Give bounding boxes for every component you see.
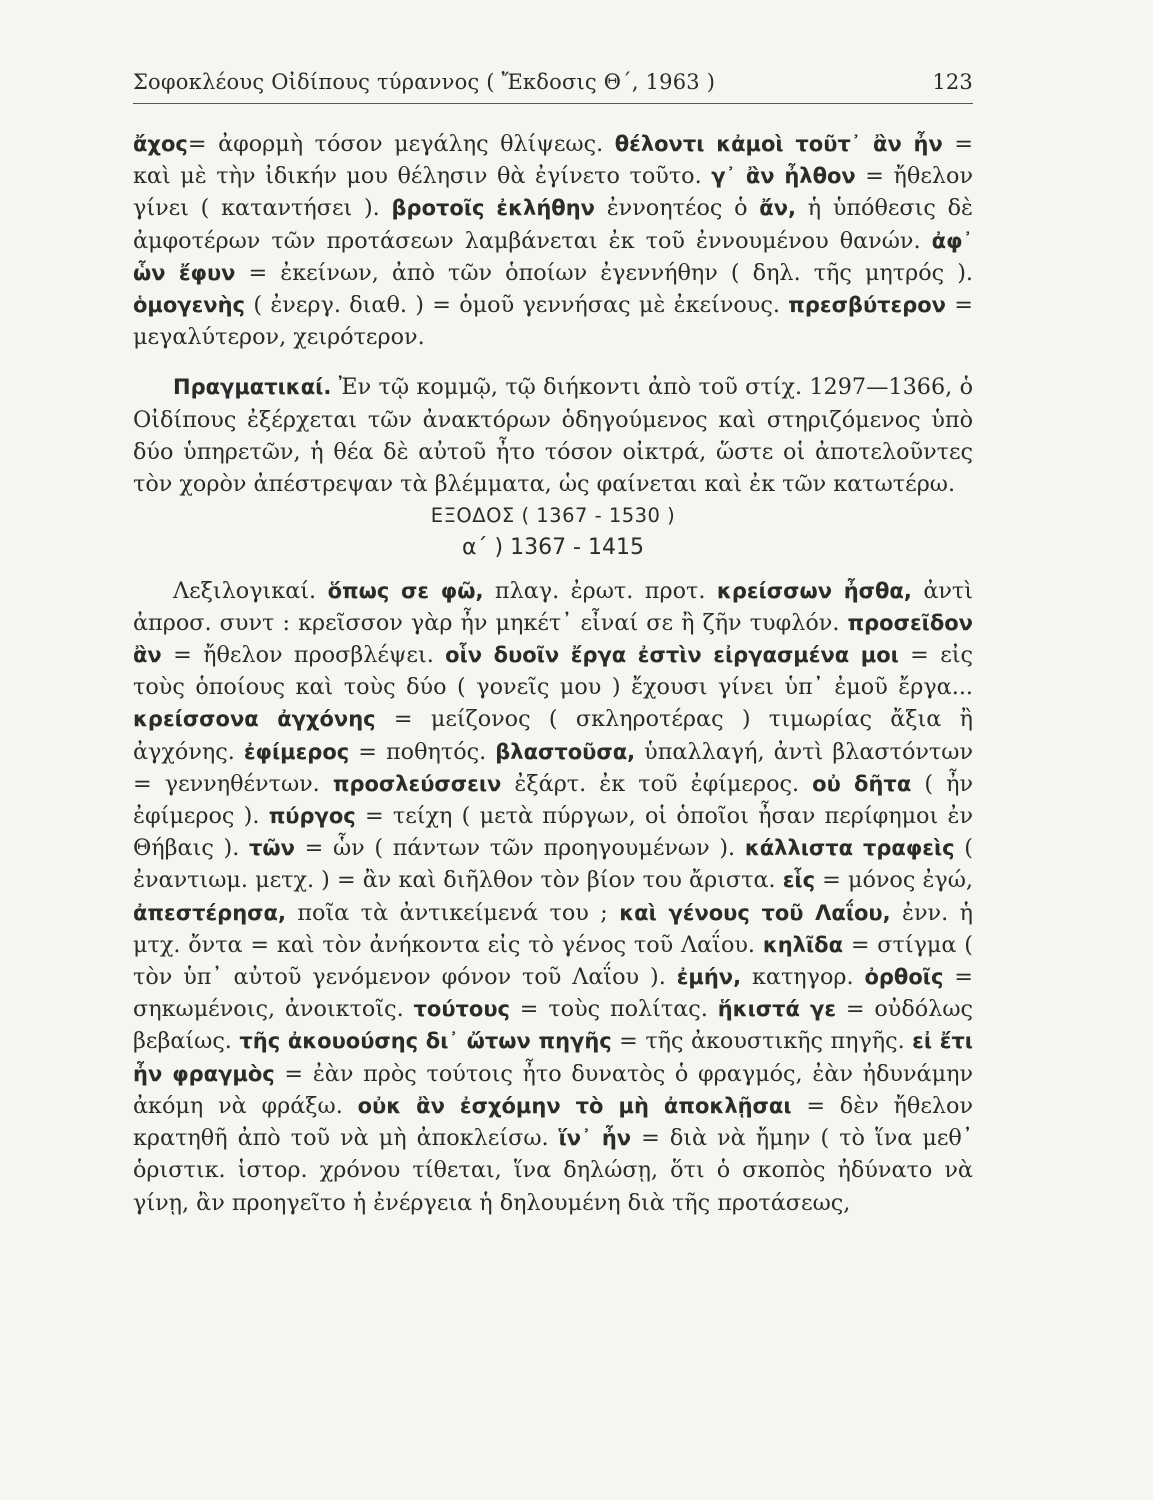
term: ἐμήν,: [676, 965, 742, 990]
term: βροτοῖς ἐκλήθην: [391, 196, 595, 221]
term: πρεσβύτερον: [788, 293, 946, 318]
term: ἵν᾽ ἦν: [558, 1126, 632, 1151]
term: γ᾽ ἂν ἦλθον: [711, 164, 856, 189]
vocab-paragraph-1: [133, 128, 973, 353]
term: προσεῖδον ἂν: [133, 610, 973, 668]
gloss: = μείζονος ( σκληροτέρας ) τιμωρίας ἄξια ἢ ἀγχόνης.: [133, 706, 973, 765]
term: οὐκ ἂν ἐσχόμην τὸ μὴ ἀποκλῇσαι: [357, 1093, 792, 1118]
gloss: ἐνν. ἡ μτχ. ὄντα = καὶ τὸν ἀνήκοντα εἰς τὸ γένος τοῦ Λαΐου.: [133, 899, 973, 958]
page-number: 123: [932, 70, 973, 94]
gloss: ἀντὶ ἀπροσ. συντ : κρεῖσσον γὰρ ἦν μηκέτ᾽ εἶναί σε ἢ ζῆν τυφλόν.: [133, 577, 974, 636]
term: κρείσσων ἦσθα,: [716, 578, 912, 603]
term: πύργος: [268, 804, 356, 829]
term: ἀφ᾽ ὧν ἔφυν: [133, 228, 973, 285]
gloss: = ἤθελον προσβλέψει.: [161, 642, 446, 669]
term: τούτους: [413, 997, 510, 1022]
section-label: Λεξιλογικαί.: [173, 577, 328, 604]
term: ὁμογενὴς: [133, 293, 246, 318]
gloss: = εἰς τοὺς ὁποίους καὶ τοὺς δύο ( γονεῖς μου ) ἔχουσι γίνει ὑπ᾽ ἐμοῦ ἔργα...: [133, 642, 974, 701]
header-title: Σοφοκλέους Οἰδίπους τύραννος ( Ἔκδοσις Θ΄, 1963 ): [133, 70, 716, 94]
gloss: = τῆς ἀκουστικῆς πηγῆς.: [611, 1028, 913, 1055]
gloss: = καὶ μὲ τὴν ἰδικήν μου θέλησιν θὰ ἐγίνετο τοῦτο.: [133, 131, 973, 190]
section-heading: ΕΞΟΔΟΣ ( 1367 - 1530 ): [430, 504, 676, 528]
gloss: = τείχη ( μετὰ πύργων, οἱ ὁποῖοι ἦσαν περίφημοι ἐν Θήβαις ).: [133, 803, 973, 862]
gloss: ἡ ὑπόθεσις δὲ ἀμφοτέρων τῶν προτάσεων λαμβάνεται ἐκ τοῦ ἐννουμένου θανών.: [133, 195, 974, 254]
gloss: ( ἐναντιωμ. μετχ. ) = ἂν καὶ διῆλθον τὸν βίον του ἄριστα.: [133, 835, 973, 894]
term: εἷς: [782, 868, 816, 893]
gloss: ποῖα τὰ ἀντικείμενά του ;: [285, 899, 620, 926]
gloss: ὑπαλλαγή, ἀντὶ βλαστόντων = γεννηθέντων.: [133, 738, 973, 797]
body-text: [133, 128, 973, 1219]
term: βλαστοῦσα,: [495, 739, 636, 764]
gloss: = στίγμα ( τὸν ὑπ᾽ αὐτοῦ γενόμενον φόνον τοῦ Λαΐου ).: [133, 931, 973, 991]
gloss: = ἀφορμὴ τόσον μεγάλης θλίψεως.: [187, 131, 615, 157]
term: οἷν δυοῖν ἔργα ἐστὶν εἰργασμένα μοι: [445, 643, 899, 668]
gloss: = ποθητός.: [349, 738, 496, 765]
gloss: = οὐδόλως βεβαίως.: [133, 996, 973, 1055]
term: κρείσσονα ἀγχόνης: [133, 707, 376, 732]
gloss: = μεγαλύτερον, χειρότερον.: [133, 292, 973, 351]
gloss: = τοὺς πολίτας.: [509, 996, 718, 1023]
term: ἀπεστέρησα,: [133, 900, 286, 925]
gloss: ἐννοητέος ὁ: [594, 195, 760, 222]
paragraph-text: Ἐν τῷ κομμῷ, τῷ διήκοντι ἀπὸ τοῦ στίχ. 1297—1366, ὁ Οἰδίπους ἐξέρχεται τῶν ἀνακτόρων ὁδηγούμενος καὶ στηριζόμενος ὑπὸ δύο ὑπηρετῶν, ἡ θέα δὲ αὐτοῦ ἦτο τόσον οἰκτρά, ὥστε οἱ ἀποτελοῦντες τὸν χορὸν ἀπέστρεψαν τὰ βλέμματα, ὡς φαίνεται καὶ ἐκ τῶν κατωτέρω.: [133, 374, 973, 498]
term: ἄν,: [759, 196, 796, 221]
gloss: = ἐὰν πρὸς τούτοις ἦτο δυνατὸς ὁ φραγμός, ἐὰν ἠδυνάμην ἀκόμη νὰ φράξω.: [133, 1060, 973, 1119]
term: κάλλιστα τραφεὶς: [744, 836, 955, 861]
factual-paragraph: [133, 371, 973, 500]
term: καὶ γένους τοῦ Λαΐου,: [619, 900, 891, 925]
gloss: πλαγ. ἐρωτ. προτ.: [483, 577, 717, 604]
gloss: = ἤθελον γίνει ( καταντήσει ).: [133, 163, 973, 222]
term: ἐφίμερος: [243, 739, 350, 764]
term: ὅπως σε φῶ,: [327, 578, 484, 603]
term: ἄχος: [133, 132, 188, 156]
term: τῶν: [248, 836, 295, 861]
term: θέλοντι κἀμοὶ τοῦτ᾽ ἂν ἦν: [614, 132, 943, 156]
gloss: ἐξάρτ. ἐκ τοῦ ἐφίμερος.: [501, 770, 813, 797]
term: ὀρθοῖς: [864, 965, 944, 990]
section-label: Πραγματικαί.: [173, 375, 332, 400]
gloss: = ὧν ( πάντων τῶν προηγουμένων ).: [294, 835, 745, 862]
term: οὐ δῆτα: [812, 771, 912, 796]
vocab-paragraph-2: [133, 575, 973, 1219]
header-rule: [133, 103, 973, 104]
gloss: κατηγορ.: [741, 964, 865, 991]
term: τῆς ἀκουούσης δι᾽ ὤτων πηγῆς: [239, 1029, 612, 1054]
gloss: = δὲν ἤθελον κρατηθῆ ἀπὸ τοῦ νὰ μὴ ἀποκλείσω.: [133, 1092, 973, 1152]
term: κηλῖδα: [762, 932, 844, 957]
gloss: = σηκωμένοις, ἀνοικτοῖς.: [133, 964, 973, 1023]
gloss: = διὰ νὰ ἤμην ( τὸ ἵνα μεθ᾽ ὁριστικ. ἱστορ. χρόνου τίθεται, ἵνα δηλώσῃ, ὅτι ὁ σκοπὸς ἠδύνατο νὰ γίνῃ, ἂν προηγεῖτο ἡ ἐνέργεια ἡ δηλουμένη διὰ τῆς προτάσεως,: [133, 1125, 973, 1216]
gloss: ( ἦν ἐφίμερος ).: [133, 770, 973, 830]
gloss: = μόνος ἐγώ,: [815, 867, 973, 894]
term: ἥκιστά γε: [717, 997, 837, 1022]
gloss: = ἐκείνων, ἀπὸ τῶν ὁποίων ἐγεννήθην ( δηλ. τῆς μητρός ).: [235, 259, 973, 286]
section-subheading: α΄ ) 1367 - 1415: [462, 535, 644, 561]
term: εἰ ἔτι ἦν φραγμὸς: [133, 1029, 973, 1086]
gloss: ( ἐνεργ. διαθ. ) = ὁμοῦ γεννήσας μὲ ἐκείνους.: [245, 292, 789, 319]
term: προσλεύσσειν: [332, 771, 502, 796]
